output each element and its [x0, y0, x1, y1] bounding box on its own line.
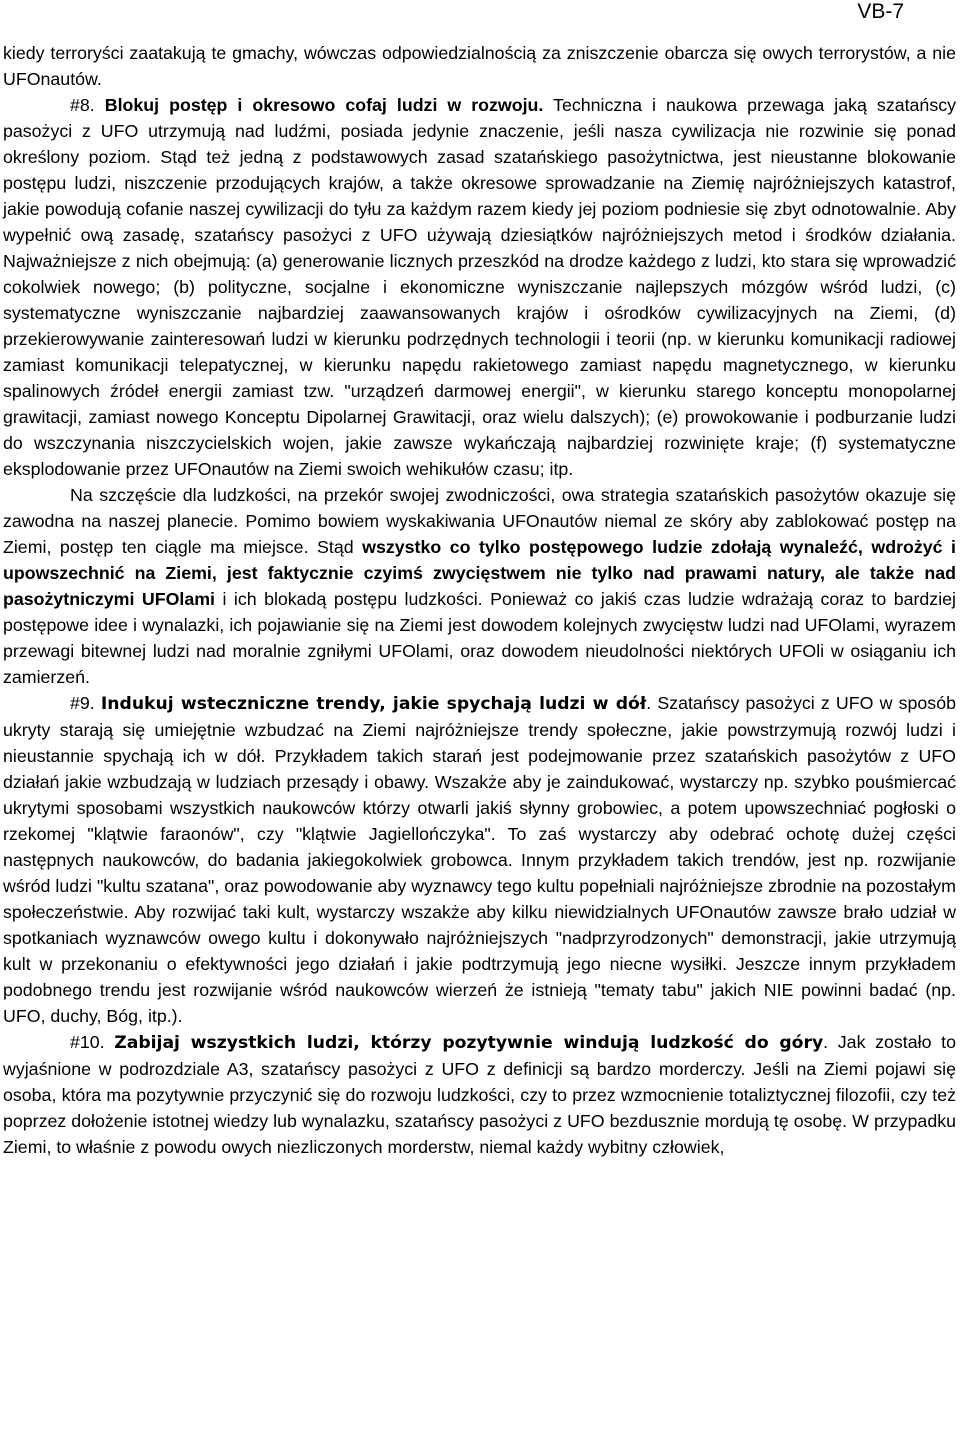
document-body	[3, 40, 956, 1160]
rule-8-heading: Blokuj postęp i okresowo cofaj ludzi w rozwoju.	[104, 95, 544, 115]
paragraph-rule-8	[3, 92, 956, 482]
fortunately-text-1: Na szczęście dla ludzkości, na przekór swojej zwodniczości, owa strategia szatańskich pasożytów okazuje się zawodna na naszej planecie. Pomimo bowiem wyskakiwania UFOnautów niemal ze skóry aby zablokować postęp na Ziemi, postęp ten ciągle ma miejsce. Stąd	[3, 485, 956, 557]
paragraph-fortunately	[3, 482, 956, 690]
page-number: VB-7	[857, 0, 904, 23]
rule-9-heading: Indukuj wsteczniczne trendy, jakie spychają ludzi w dół	[100, 694, 647, 714]
fortunately-bold-statement: wszystko co tylko postępowego ludzie zdołają wynaleźć, wdrożyć i upowszechnić na Ziemi, jest faktycznie czyimś zwycięstwem nie tylko nad prawami natury, ale także nad pasożytniczymi UFOlami	[3, 537, 956, 609]
paragraph-rule-10	[3, 1029, 956, 1160]
rule-8-text: Techniczna i naukowa przewaga jaką szatańscy pasożyci z UFO utrzymują nad ludźmi, posiada jedynie znaczenie, jeśli nasza cywilizacja nie rozwinie się ponad określony poziom. Stąd też jedną z podstawowych zasad szatańskiego pasożytnictwa, jest nieustanne blokowanie postępu ludzi, niszczenie przodujących krajów, a także okresowe sprowadzanie na Ziemię najróżniejszych katastrof, jakie powodują cofanie naszej cywilizacji do tyłu za każdym razem kiedy jej poziom podniesie się zbyt odnotowalnie. Aby wypełnić ową zasadę, szatańscy pasożyci z UFO używają dziesiątków najróżniejszych metod i środków działania. Najważniejsze z nich obejmują: (a) generowanie licznych przeszkód na drodze każdego z ludzi, kto stara się wprowadzić cokolwiek nowego; (b) polityczne, socjalne i ekonomiczne wyniszczanie najlepszych mózgów wśród ludzi, (c) systematyczne wyniszczanie najbardziej zaawansowanych krajów i ośrodków cywilizacyjnych na Ziemi, (d) przekierowywanie zainteresowań ludzi w kierunku podrzędnych technologii i teorii (np. w kierunku komunikacji radiowej zamiast komunikacji telepatycznej, w kierunku napędu rakietowego zamiast napędu magnetycznego, w kierunku spalinowych źródeł energii zamiast tzw. "urządzeń darmowej energii", w kierunku starego konceptu monopolarnej grawitacji, zamiast nowego Konceptu Dipolarnej Grawitacji, oraz wielu dalszych); (e) prowokowanie i podburzanie ludzi do wszczynania niszczycielskich wojen, jakie zawsze wykańczają najbardziej rozwinięte kraje; (f) systematyczne eksplodowanie przez UFOnautów na Ziemi swoich wehikułów czasu; itp.	[3, 95, 956, 479]
paragraph-rule-9	[3, 690, 956, 1029]
rule-10-text: . Jak zostało to wyjaśnione w podrozdziale A3, szatańscy pasożyci z UFO z definicji są bardzo morderczy. Jeśli na Ziemi pojawi się osoba, która ma pozytywnie przyczynić się do rozwoju ludzkości, czy to przez wzmocnienie totaliztycznej filozofii, czy też poprzez dołożenie istotnej wiedzy lub wynalazku, szatańscy pasożyci z UFO bezdusznie mordują tę osobę. W przypadku Ziemi, to właśnie z powodu owych niezliczonych morderstw, niemal każdy wybitny człowiek,	[3, 1032, 956, 1157]
rule-9-text: . Szatańscy pasożyci z UFO w sposób ukryty starają się umiejętnie wzbudzać na Ziemi najróżniejsze trendy społeczne, jakie powstrzymują rozwój ludzi i nieustannie spychają ich w dół. Przykładem takich starań jest podejmowanie przez szatańskich pasożytów z UFO działań jakie wzbudzają w ludziach przesądy i obawy. Wszakże aby je zaindukować, wystarczy np. szybko pouśmiercać ukrytymi sposobami wszystkich naukowców którzy otwarli jakiś słynny grobowiec, a potem upowszechniać pogłoski o rzekomej "klątwie faraonów", czy "klątwie Jagiellończyka". To zaś wystarczy aby odebrać ochotę dużej części następnych naukowców, do badania jakiegokolwiek grobowca. Innym przykładem takich trendów, jest np. rozwijanie wśród ludzi "kultu szatana", oraz powodowanie aby wyznawcy tego kultu popełniali najróżniejsze zbrodnie na pozostałym społeczeństwie. Aby rozwijać taki kult, wystarczy wszakże aby kilku niewidzialnych UFOnautów zawsze brało udział w spotkaniach wyznawców owego kultu i dokonywało najróżniejszych "nadprzyrodzonych" demonstracji, jakie utrzymują kult w przekonaniu o efektywności jego działań i jakie podtrzymują jego niecne wysiłki. Jeszcze innym przykładem podobnego trendu jest rozwijanie wśród naukowców wierzeń że istnieją "tematy tabu" jakich NIE powinni badać (np. UFO, duchy, Bóg, itp.).	[3, 693, 956, 1026]
rule-10-number: #10.	[70, 1032, 115, 1052]
rule-10-heading: Zabijaj wszystkich ludzi, którzy pozytywnie windują ludzkość do góry	[114, 1033, 824, 1053]
rule-8-number: #8.	[70, 95, 105, 115]
paragraph-1: kiedy terroryści zaatakują te gmachy, wówczas odpowiedzialnością za zniszczenie obarcza się owych terrorystów, a nie UFOnautów.	[3, 43, 956, 89]
fortunately-text-2: i ich blokadą postępu ludzkości. Ponieważ co jakiś czas ludzie wdrażają coraz to bardziej postępowe idee i wynalazki, ich pojawianie się na Ziemi jest dowodem kolejnych zwycięstw ludzi nad UFOlami, wyrazem przewagi bitewnej ludzi nad moralnie zgniłymi UFOlami, oraz dowodem nieudolności niektórych UFOli w osiąganiu ich zamierzeń.	[3, 589, 956, 687]
rule-9-number: #9.	[70, 693, 101, 713]
